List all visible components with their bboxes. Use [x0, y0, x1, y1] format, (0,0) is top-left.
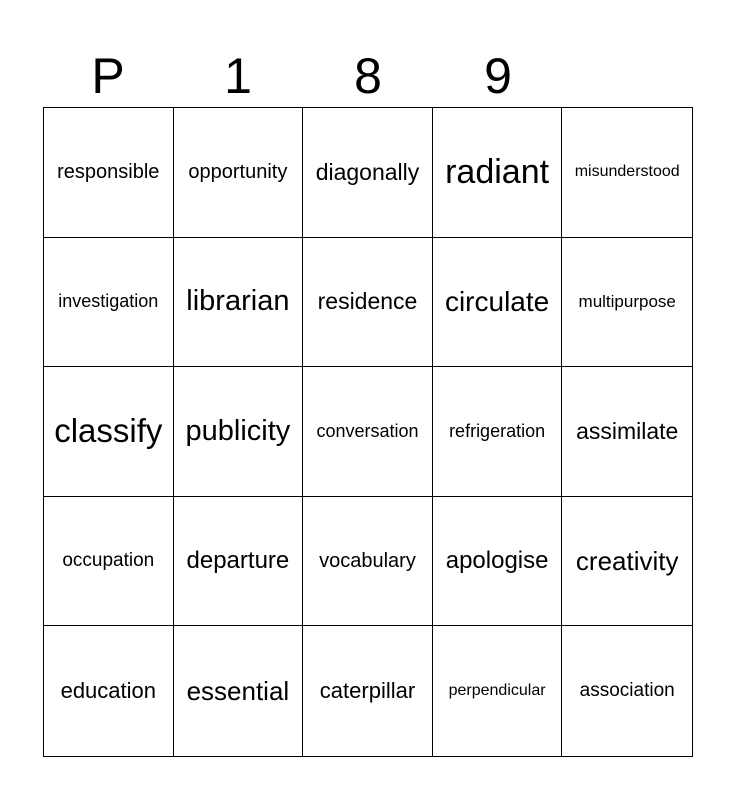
bingo-header — [43, 44, 693, 108]
bingo-board — [43, 107, 693, 757]
bingo-cell[interactable]: residence — [303, 238, 433, 368]
header-letter-3: 8 — [354, 48, 382, 104]
header-letter-4: 9 — [484, 48, 512, 104]
bingo-cell[interactable]: multipurpose — [562, 238, 692, 368]
bingo-cell[interactable]: caterpillar — [303, 626, 433, 756]
header-letter-5 — [563, 44, 693, 108]
bingo-cell[interactable]: diagonally — [303, 108, 433, 238]
bingo-cell[interactable]: misunderstood — [562, 108, 692, 238]
bingo-cell[interactable]: refrigeration — [433, 367, 563, 497]
bingo-cell[interactable]: apologise — [433, 497, 563, 627]
bingo-cell[interactable]: publicity — [174, 367, 304, 497]
bingo-cell[interactable]: circulate — [433, 238, 563, 368]
bingo-cell[interactable]: opportunity — [174, 108, 304, 238]
bingo-cell[interactable]: occupation — [44, 497, 174, 627]
bingo-cell[interactable]: creativity — [562, 497, 692, 627]
bingo-cell[interactable]: essential — [174, 626, 304, 756]
bingo-cell[interactable]: classify — [44, 367, 174, 497]
bingo-cell[interactable]: assimilate — [562, 367, 692, 497]
bingo-cell[interactable]: investigation — [44, 238, 174, 368]
bingo-cell[interactable]: librarian — [174, 238, 304, 368]
bingo-cell[interactable]: conversation — [303, 367, 433, 497]
bingo-cell[interactable]: education — [44, 626, 174, 756]
bingo-cell[interactable]: radiant — [433, 108, 563, 238]
bingo-cell[interactable]: vocabulary — [303, 497, 433, 627]
bingo-cell[interactable]: association — [579, 680, 675, 702]
bingo-cell[interactable]: departure — [174, 497, 304, 627]
header-letter-1: P — [91, 48, 125, 104]
header-letter-2: 1 — [224, 48, 252, 104]
bingo-cell[interactable]: responsible — [44, 108, 174, 238]
bingo-cell[interactable]: perpendicular — [433, 626, 563, 756]
